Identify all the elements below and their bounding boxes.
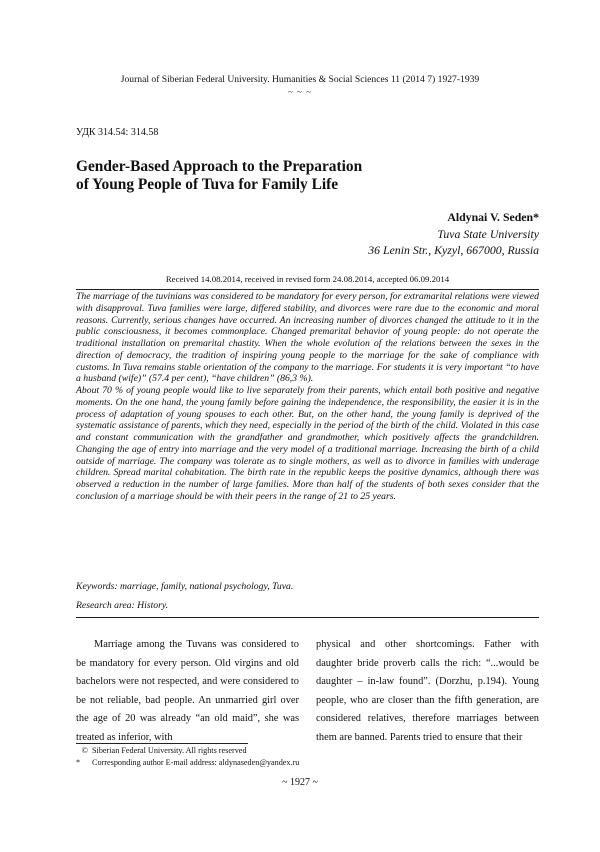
footnote-copyright bbox=[76, 746, 247, 755]
abstract bbox=[76, 291, 539, 503]
article-title bbox=[76, 158, 496, 194]
title-line-1: Gender-Based Approach to the Preparation bbox=[76, 158, 363, 175]
author-address: 36 Lenin Str., Kyzyl, 667000, Russia bbox=[368, 243, 539, 257]
journal-header: Journal of Siberian Federal University. Humanities & Social Sciences 11 (2014 7) 1927-1939 bbox=[120, 74, 480, 85]
body-column-left: Marriage among the Tuvans was considered to be mandatory for every person. Old virgins and old bachelors were not respected, and were considered to be not reliable, bad people. An unmarried girl over the age of 20 was already “an old maid”, she was treated as inferior, with bbox=[76, 639, 299, 743]
received-dates: Received 14.08.2014, received in revised form 24.08.2014, accepted 06.09.2014 bbox=[165, 274, 450, 284]
abstract-paragraph-1: The marriage of the tuvinians was considered to be mandatory for every person, for extramarital relations were viewed with disapproval. Tuva families were large, differed stability, and divorces were rare due to the economic and moral reasons. Currently, serious changes have occurred. An increasing number of divorces changed the attitude to it in the public consciousness, it becomes commonplace. Changed premarital behavior of young people: do not operate the traditional installation on premarital chastity. When the whole evolution of the relations between the sexes in the direction of democracy, the tradition of inspiring young people to the marriage for the sake of compliance with customs. In Tuva remains stable orientation of the company to the marriage. For students it is very important “to have a husband (wife)” (57.4 per cent), “have children” (86,3 %). bbox=[76, 291, 539, 385]
footnote-corresponding bbox=[76, 758, 299, 767]
author-name: Aldynai V. Seden* bbox=[447, 210, 539, 224]
corresponding-email[interactable]: Corresponding author E-mail address: aldynaseden@yandex.ru bbox=[92, 758, 300, 767]
asterisk-symbol: * bbox=[76, 758, 81, 767]
author-block bbox=[368, 209, 539, 259]
abstract-paragraph-2: About 70 % of young people would like to live separately from their parents, which entail both positive and negative moments. On the one hand, the young family before gaining the independence, the responsibility, the easier it is in the process of adaptation of young spouses to each other. But, on the other hand, the young family is deprived of the systematic assistance of parents, which they need, especially in the period of the birth of the child. Violated in this case and constant communication with the grandfather and grandmother, which positively affects the grandchildren. Changing the age of entry into marriage and the very model of a traditional marriage. Increasing the birth of a child outside of marriage. The company was tolerate as to single mothers, as well as to divorce in families with underage children. Spread marital cohabitation. The birth rate in the republic keeps the positive dynamics, although there was observed a reduction in the number of large families. More than half of the students of both sexes consider that the conclusion of a marriage should be with their peers in the range of 21 to 25 years. bbox=[76, 385, 539, 502]
udk-code: УДК 314.54: 314.58 bbox=[76, 127, 159, 138]
author-affiliation: Tuva State University bbox=[437, 226, 539, 241]
body-column-right: physical and other shortcomings. Father with daughter bride proverb calls the rich: “...would be daughter – in-law found”. (Dorzhu, p.194). Young people, who are closer than the fifth generation, are considered relatives, therefore marriages between them are banned. Parents tried to ensure that their bbox=[316, 639, 539, 743]
title-line-2: of Young People of Tuva for Family Life bbox=[76, 176, 339, 193]
research-area: Research area: History. bbox=[76, 600, 169, 611]
abstract-bottom-rule bbox=[76, 617, 539, 618]
header-ornament: ~ ~ ~ bbox=[287, 87, 313, 97]
footnote-rule bbox=[76, 743, 248, 744]
copyright-text: Siberian Federal University. All rights reserved bbox=[92, 746, 247, 755]
keywords: Keywords: marriage, family, national psychology, Tuva. bbox=[76, 581, 294, 592]
page-number: ~ 1927 ~ bbox=[282, 777, 318, 788]
copyright-symbol: © bbox=[81, 746, 88, 755]
abstract-top-rule bbox=[76, 289, 539, 290]
